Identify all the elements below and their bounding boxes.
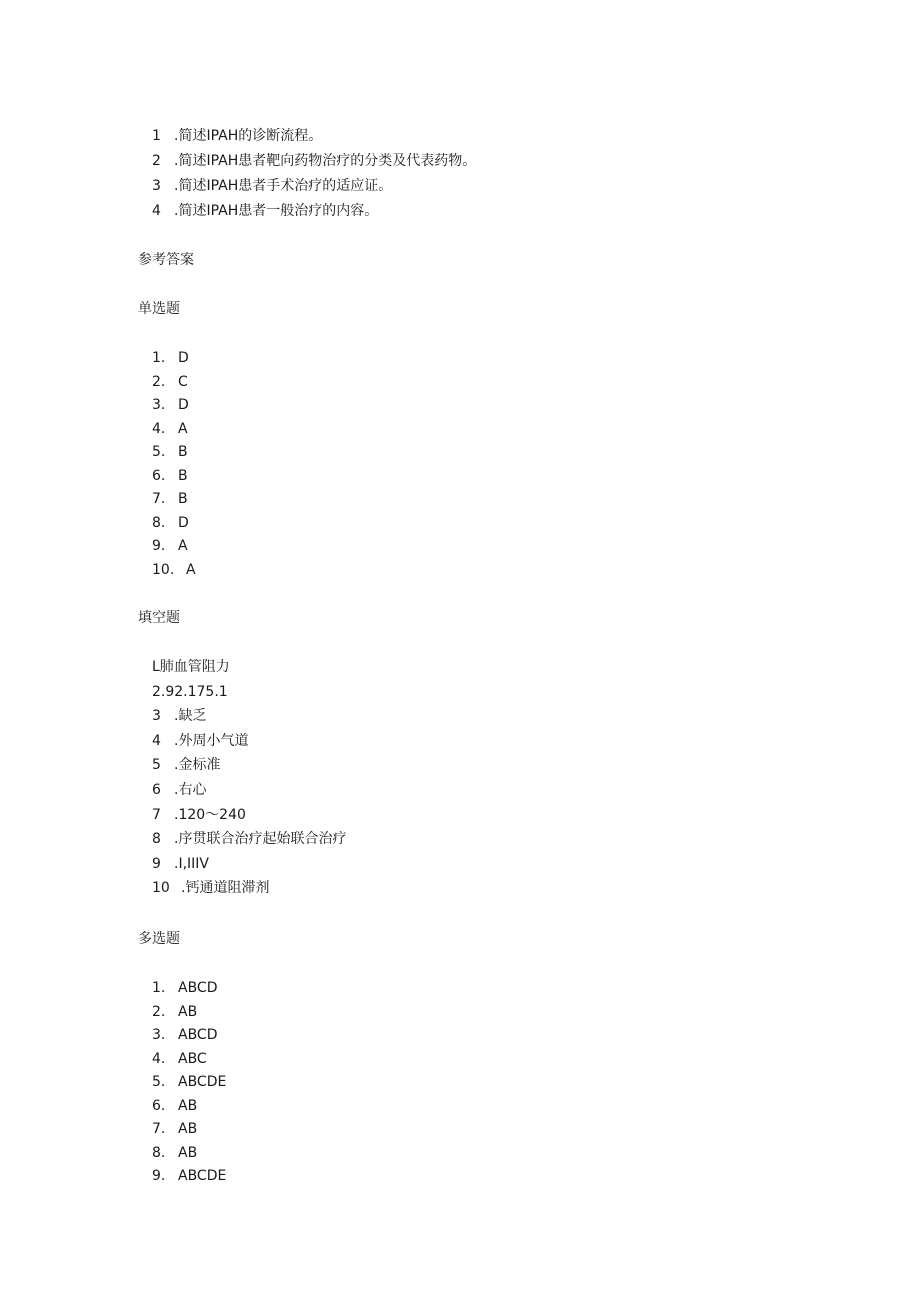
answer-item — [152, 1096, 226, 1120]
answer-value: .金标准 — [174, 757, 221, 774]
fill-blank-answer-list — [152, 657, 346, 903]
answer-item — [152, 513, 196, 537]
question-item — [152, 176, 476, 201]
answer-number: 1. — [152, 350, 166, 366]
answer-item — [152, 1002, 226, 1026]
answer-item — [152, 978, 226, 1002]
answer-item — [152, 1072, 226, 1096]
fill-answer-line: 2.92.175.1 — [152, 683, 228, 700]
answer-value: D — [178, 397, 189, 413]
fill-answer-item — [152, 706, 346, 731]
answer-value: .外周小气道 — [174, 732, 249, 749]
question-number: 4 — [152, 203, 161, 219]
fill-answer-item — [152, 780, 346, 805]
answer-value: A — [178, 538, 188, 554]
answer-value: ABCD — [178, 1027, 218, 1043]
answer-value: ABC — [178, 1050, 207, 1067]
answer-value: .120～240 — [174, 806, 246, 823]
answer-number: 10 — [152, 880, 170, 897]
answer-item — [152, 442, 196, 466]
answer-number: 7 — [152, 806, 161, 823]
answer-number: 6 — [152, 781, 161, 798]
answer-value: .序贯联合治疗起始联合治疗 — [174, 831, 347, 848]
fill-answer-item — [152, 805, 346, 830]
answer-number: 8. — [152, 1144, 166, 1161]
answer-value: AB — [178, 1144, 198, 1161]
answer-item — [152, 1119, 226, 1143]
fill-answer-item — [152, 878, 346, 903]
answer-value: A — [186, 561, 196, 578]
answer-number: 6. — [152, 1097, 166, 1114]
answer-value: C — [178, 373, 188, 390]
answer-value: ABCDE — [178, 1168, 227, 1184]
question-number: 1 — [152, 128, 161, 144]
answer-number: 3 — [152, 708, 161, 725]
answer-number: 3. — [152, 1027, 166, 1043]
question-list — [152, 126, 476, 226]
single-choice-answer-list — [152, 348, 196, 583]
answer-value: B — [178, 444, 188, 460]
answer-number: 5 — [152, 757, 161, 774]
answer-number: 9. — [152, 538, 166, 554]
answer-number: 5. — [152, 1074, 166, 1090]
question-text: .简述IPAH患者靶向药物治疗的分类及代表药物。 — [174, 153, 477, 169]
answer-item — [152, 1049, 226, 1073]
question-item — [152, 126, 476, 151]
question-item — [152, 151, 476, 176]
answer-number: 8 — [152, 831, 161, 848]
question-number: 2 — [152, 153, 161, 169]
fill-answer-item — [152, 755, 346, 780]
single-choice-heading: 单选题 — [138, 301, 180, 317]
answer-value: A — [178, 420, 188, 437]
fill-answer-item — [152, 829, 346, 854]
answer-number: 2. — [152, 1003, 166, 1020]
answer-number: 7. — [152, 1121, 166, 1137]
question-text: .简述IPAH患者一般治疗的内容。 — [174, 203, 379, 219]
answer-value: AB — [178, 1097, 198, 1114]
answer-value: .右心 — [174, 781, 207, 798]
answer-number: 1. — [152, 980, 166, 996]
multi-choice-answer-list — [152, 978, 226, 1190]
answer-value: D — [178, 514, 189, 531]
answer-item — [152, 489, 196, 513]
question-text: .简述IPAH患者手术治疗的适应证。 — [174, 178, 393, 194]
answer-value: AB — [178, 1121, 198, 1137]
question-number: 3 — [152, 178, 161, 194]
answer-item — [152, 1025, 226, 1049]
answer-item — [152, 372, 196, 396]
answer-number: 4 — [152, 732, 161, 749]
answer-number: 7. — [152, 491, 166, 507]
answer-value: B — [178, 491, 188, 507]
answer-number: 9. — [152, 1168, 166, 1184]
answer-value: .缺乏 — [174, 708, 207, 725]
answer-number: 8. — [152, 514, 166, 531]
fill-answer-item — [152, 854, 346, 879]
fill-answer-item — [152, 731, 346, 756]
answer-item — [152, 348, 196, 372]
answer-item — [152, 466, 196, 490]
answer-value: AB — [178, 1003, 198, 1020]
answer-number: 4. — [152, 420, 166, 437]
answer-value: ABCD — [178, 980, 218, 996]
answer-value: .I,IIIV — [174, 855, 209, 872]
answer-number: 9 — [152, 855, 161, 872]
answer-key-heading: 参考答案 — [138, 252, 194, 268]
answer-number: 3. — [152, 397, 166, 413]
answer-number: 10. — [152, 561, 175, 578]
answer-item — [152, 419, 196, 443]
answer-item — [152, 536, 196, 560]
answer-item — [152, 1143, 226, 1167]
answer-number: 6. — [152, 467, 166, 484]
answer-value: .钙通道阻滞剂 — [181, 880, 270, 897]
fill-blank-heading: 填空题 — [138, 610, 180, 626]
answer-item — [152, 1166, 226, 1190]
answer-item — [152, 395, 196, 419]
answer-number: 5. — [152, 444, 166, 460]
answer-value: D — [178, 350, 189, 366]
multi-choice-heading: 多选题 — [138, 931, 180, 947]
answer-item — [152, 560, 196, 584]
answer-number: 4. — [152, 1050, 166, 1067]
answer-value: ABCDE — [178, 1074, 227, 1090]
answer-value: B — [178, 467, 188, 484]
fill-answer-line: L肺血管阻力 — [152, 659, 230, 675]
answer-number: 2. — [152, 373, 166, 390]
question-text: .简述IPAH的诊断流程。 — [174, 128, 323, 144]
question-item — [152, 201, 476, 226]
